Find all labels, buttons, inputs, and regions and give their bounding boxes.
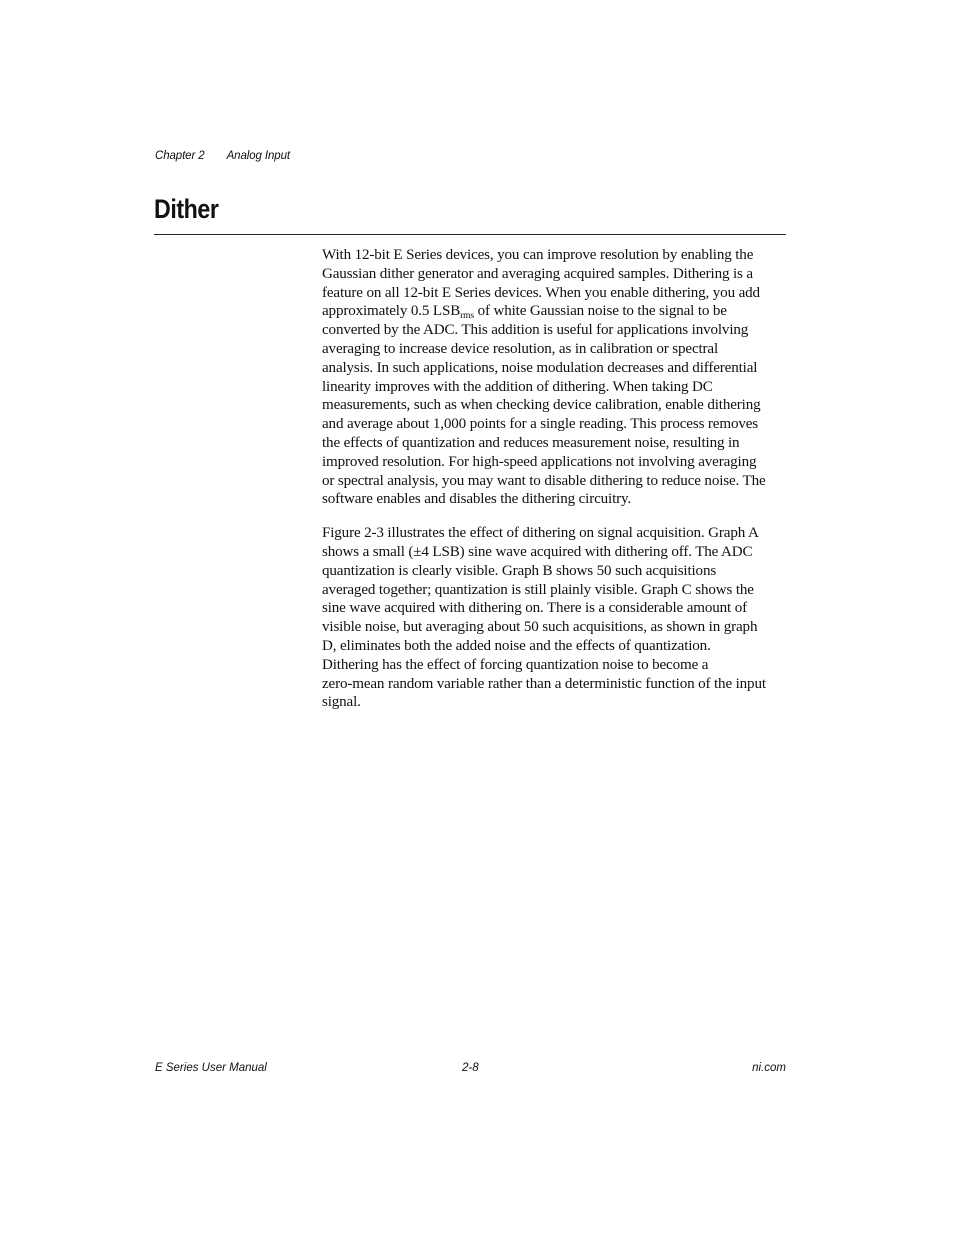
text-line: zero-mean random variable rather than a deterministic function of the input [322,675,766,692]
text-line: and average about 1,000 points for a single reading. This process removes [322,416,759,433]
text-fragment: approximately 0.5 LSB [322,303,461,320]
text-line: analysis. In such applications, noise modulation decreases and differential [322,359,758,376]
body-text [322,246,788,727]
running-header [155,150,290,162]
text-line: averaged together; quantization is still plainly visible. Graph C shows the [322,581,754,598]
text-line: D, eliminates both the added noise and the effects of quantization. [322,637,711,654]
section-label: Analog Input [226,150,290,162]
text-line: measurements, such as when checking device calibration, enable dithering [322,397,761,414]
footer-manual-title: E Series User Manual [155,1062,267,1074]
text-line: feature on all 12-bit E Series devices. When you enable dithering, you add [322,284,760,301]
text-line: signal. [322,694,361,711]
page-title: Dither [154,194,219,224]
text-line: visible noise, but averaging about 50 such acquisitions, as shown in graph [322,619,758,636]
text-line: averaging to increase device resolution, as in calibration or spectral [322,340,719,357]
text-line: converted by the ADC. This addition is useful for applications involving [322,322,749,339]
title-rule [154,234,786,235]
text-line: or spectral analysis, you may want to disable dithering to reduce noise. The [322,472,766,489]
text-line: software enables and disables the dithering circuitry. [322,491,632,508]
text-line: Dithering has the effect of forcing quantization noise to become a [322,656,709,673]
text-line: Gaussian dither generator and averaging acquired samples. Dithering is a [322,265,753,282]
chapter-label: Chapter 2 [155,150,205,162]
text-line: With 12-bit E Series devices, you can improve resolution by enabling the [322,247,754,263]
footer-website: ni.com [752,1062,786,1074]
page-number: 2-8 [462,1062,479,1074]
text-line: sine wave acquired with dithering on. There is a considerable amount of [322,600,747,617]
text-line: Figure 2-3 illustrates the effect of dithering on signal acquisition. Graph A [322,525,759,542]
text-line [322,302,788,321]
text-fragment: of white Gaussian noise to the signal to be [473,303,727,320]
text-line: the effects of quantization and reduces measurement noise, resulting in [322,434,740,451]
paragraph-figure-description [322,524,788,712]
text-line: linearity improves with the addition of dithering. When taking DC [322,378,713,395]
text-line: shows a small (±4 LSB) sine wave acquired with dithering off. The ADC [322,543,753,560]
text-line: improved resolution. For high-speed applications not involving averaging [322,453,757,470]
rms-subscript: rms [460,311,474,322]
text-line: quantization is clearly visible. Graph B shows 50 such acquisitions [322,562,717,579]
paragraph-dither-intro [322,246,788,509]
